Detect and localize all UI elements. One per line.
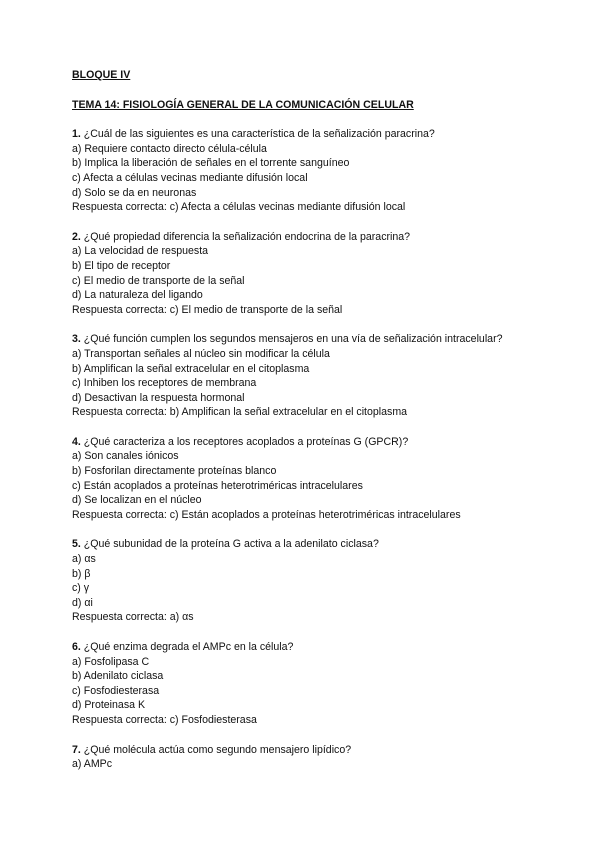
question-prompt: ¿Qué enzima degrada el AMPc en la célula? bbox=[80, 641, 294, 653]
answer-option: a) AMPc bbox=[72, 758, 113, 771]
answer-option: d) Desactivan la respuesta hormonal bbox=[72, 391, 245, 404]
question-prompt: ¿Qué caracteriza a los receptores acoplados a proteínas G (GPCR)? bbox=[80, 435, 409, 448]
document-page bbox=[72, 68, 572, 787]
question-number: 1. bbox=[72, 128, 81, 141]
correct-answer: Respuesta correcta: b) Amplifican la señal extracelular en el citoplasma bbox=[72, 406, 408, 419]
question-prompt: ¿Qué molécula actúa como segundo mensajero lipídico? bbox=[80, 743, 352, 756]
question-number: 6. bbox=[72, 641, 81, 653]
question-prompt: ¿Qué subunidad de la proteína G activa a la adenilato ciclasa? bbox=[80, 538, 379, 551]
answer-option: d) αi bbox=[72, 596, 93, 609]
topic-title: TEMA 14: FISIOLOGÍA GENERAL DE LA COMUNICACIÓN CELULAR bbox=[72, 98, 414, 111]
answer-option: a) αs bbox=[72, 553, 96, 566]
answer-option: b) Amplifican la señal extracelular en el citoplasma bbox=[72, 362, 310, 375]
question-1 bbox=[72, 127, 572, 215]
answer-option: a) Requiere contacto directo célula-célula bbox=[72, 142, 267, 155]
block-title: BLOQUE IV bbox=[72, 69, 131, 81]
question-3 bbox=[72, 332, 572, 420]
answer-option: d) Proteinasa K bbox=[72, 699, 146, 712]
correct-answer: Respuesta correcta: a) αs bbox=[72, 611, 194, 624]
question-6 bbox=[72, 640, 572, 728]
answer-option: a) Fosfolipasa C bbox=[72, 655, 150, 668]
correct-answer: Respuesta correcta: c) Están acoplados a proteínas heterotriméricas intracelulares bbox=[72, 508, 461, 521]
answer-option: a) Transportan señales al núcleo sin modificar la célula bbox=[72, 347, 330, 360]
question-number: 3. bbox=[72, 333, 81, 346]
question-text bbox=[72, 230, 572, 245]
question-2 bbox=[72, 230, 572, 318]
answer-option: b) Fosforilan directamente proteínas blanco bbox=[72, 465, 277, 478]
correct-answer: Respuesta correcta: c) Afecta a células vecinas mediante difusión local bbox=[72, 201, 406, 214]
question-text bbox=[72, 537, 572, 552]
question-7 bbox=[72, 743, 572, 772]
answer-option: c) Fosfodiesterasa bbox=[72, 684, 160, 697]
question-number: 2. bbox=[72, 230, 81, 243]
question-4 bbox=[72, 435, 572, 523]
answer-option: b) Adenilato ciclasa bbox=[72, 670, 164, 683]
answer-option: b) β bbox=[72, 567, 91, 580]
answer-option: c) γ bbox=[72, 582, 90, 595]
correct-answer: Respuesta correcta: c) Fosfodiesterasa bbox=[72, 713, 257, 726]
answer-option: b) El tipo de receptor bbox=[72, 259, 171, 272]
answer-option: d) La naturaleza del ligando bbox=[72, 289, 203, 302]
answer-option: d) Solo se da en neuronas bbox=[72, 186, 197, 199]
answer-option: a) Son canales iónicos bbox=[72, 450, 179, 463]
answer-option: c) El medio de transporte de la señal bbox=[72, 274, 245, 287]
question-number: 4. bbox=[72, 435, 81, 448]
answer-option: c) Inhiben los receptores de membrana bbox=[72, 377, 257, 390]
question-prompt: ¿Cuál de las siguientes es una característica de la señalización paracrina? bbox=[80, 128, 435, 141]
question-prompt: ¿Qué propiedad diferencia la señalización endocrina de la paracrina? bbox=[80, 230, 411, 243]
question-text bbox=[72, 743, 572, 758]
correct-answer: Respuesta correcta: c) El medio de transporte de la señal bbox=[72, 303, 343, 316]
question-prompt: ¿Qué función cumplen los segundos mensajeros en una vía de señalización intracelular? bbox=[80, 333, 503, 346]
answer-option: b) Implica la liberación de señales en el torrente sanguíneo bbox=[72, 157, 350, 170]
question-number: 5. bbox=[72, 538, 81, 551]
question-text bbox=[72, 640, 572, 655]
question-text bbox=[72, 332, 572, 347]
question-text bbox=[72, 127, 572, 142]
answer-option: c) Están acoplados a proteínas heterotriméricas intracelulares bbox=[72, 479, 363, 492]
question-number: 7. bbox=[72, 743, 81, 756]
question-list bbox=[72, 127, 572, 772]
question-5 bbox=[72, 537, 572, 625]
answer-option: a) La velocidad de respuesta bbox=[72, 245, 209, 258]
question-text bbox=[72, 435, 572, 450]
answer-option: c) Afecta a células vecinas mediante difusión local bbox=[72, 171, 308, 184]
answer-option: d) Se localizan en el núcleo bbox=[72, 494, 202, 507]
